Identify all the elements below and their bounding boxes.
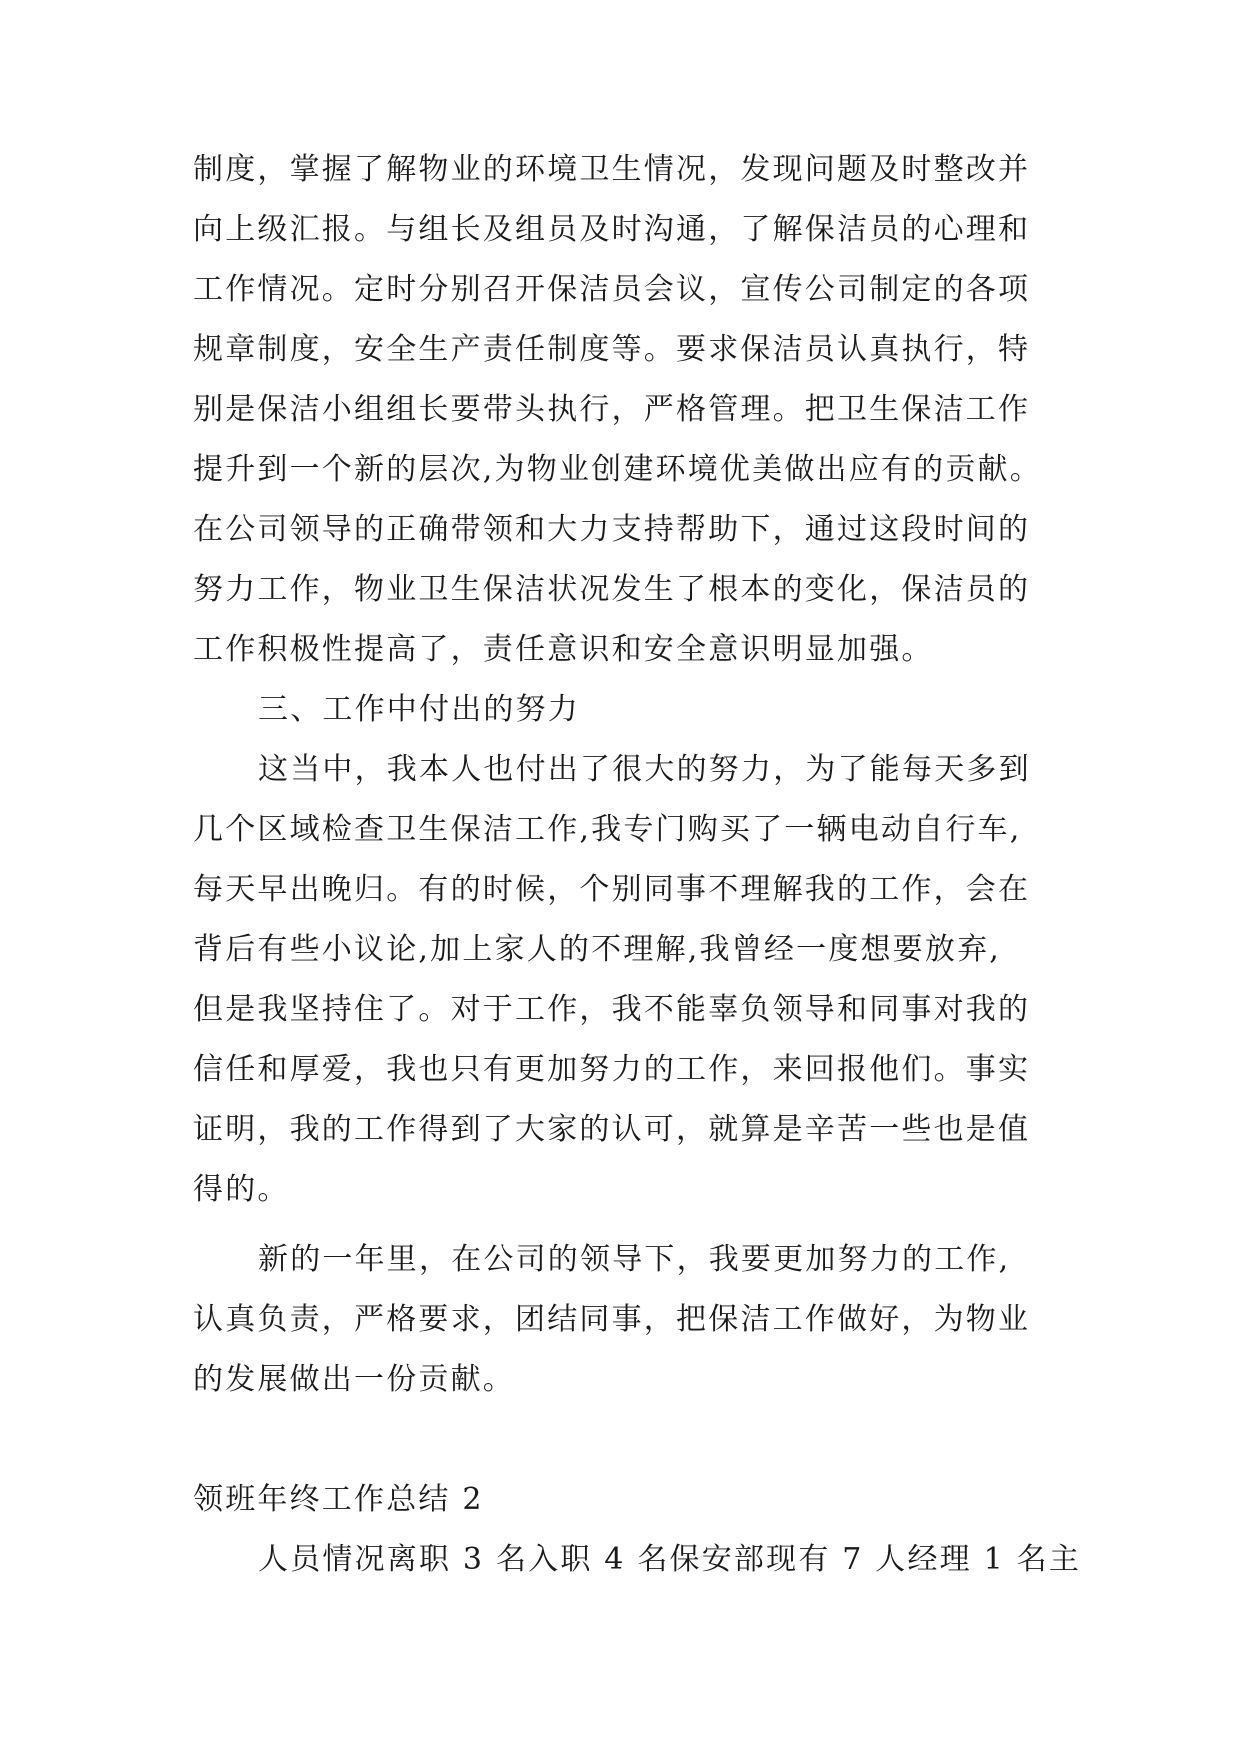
paragraph-line: 证明，我的工作得到了大家的认可，就算是辛苦一些也是值 [193, 1112, 1031, 1147]
section-heading: 三、工作中付出的努力 [258, 692, 580, 727]
paragraph-line: 认真负责，严格要求，团结同事，把保洁工作做好，为物业 [193, 1302, 1031, 1337]
document-title: 领班年终工作总结 2 [193, 1482, 484, 1517]
paragraph-line: 但是我坚持住了。对于工作，我不能辜负领导和同事对我的 [193, 992, 1031, 1027]
paragraph-line: 工作积极性提高了，责任意识和安全意识明显加强。 [193, 632, 934, 667]
paragraph-line: 几个区域检查卫生保洁工作,我专门购买了一辆电动自行车, [193, 812, 1022, 847]
paragraph-line: 向上级汇报。与组长及组员及时沟通，了解保洁员的心理和 [193, 212, 1031, 247]
paragraph-line: 在公司领导的正确带领和大力支持帮助下，通过这段时间的 [193, 512, 1031, 547]
paragraph-line: 人员情况离职 3 名入职 4 名保安部现有 7 人经理 1 名主 [258, 1542, 1082, 1577]
paragraph-line: 的发展做出一份贡献。 [193, 1362, 515, 1397]
paragraph-line: 得的。 [193, 1172, 290, 1207]
paragraph-line: 工作情况。定时分别召开保洁员会议，宣传公司制定的各项 [193, 272, 1031, 307]
paragraph-line: 努力工作，物业卫生保洁状况发生了根本的变化，保洁员的 [193, 572, 1031, 607]
paragraph-line: 别是保洁小组组长要带头执行，严格管理。把卫生保洁工作 [193, 392, 1031, 427]
paragraph-line: 背后有些小议论,加上家人的不理解,我曾经一度想要放弃, [193, 932, 1002, 967]
paragraph-line: 每天早出晚归。有的时候，个别同事不理解我的工作，会在 [193, 872, 1031, 907]
paragraph-line: 提升到一个新的层次,为物业创建环境优美做出应有的贡献。 [193, 452, 1042, 487]
paragraph-line: 这当中，我本人也付出了很大的努力，为了能每天多到 [258, 752, 1031, 787]
paragraph-line: 制度，掌握了解物业的环境卫生情况，发现问题及时整改并 [193, 152, 1031, 187]
paragraph-line: 信任和厚爱，我也只有更加努力的工作，来回报他们。事实 [193, 1052, 1031, 1087]
paragraph-line: 规章制度，安全生产责任制度等。要求保洁员认真执行，特 [193, 332, 1031, 367]
paragraph-line: 新的一年里，在公司的领导下，我要更加努力的工作, [258, 1242, 1011, 1277]
